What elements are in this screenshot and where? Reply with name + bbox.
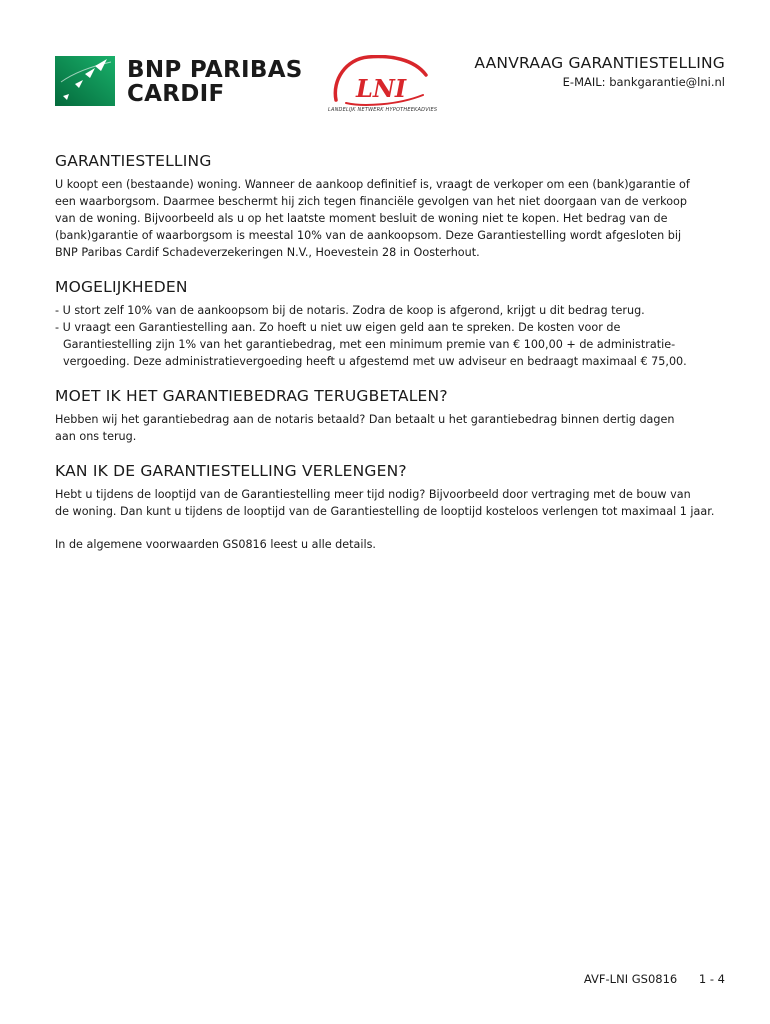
page-number: 1 - 4 <box>698 972 725 986</box>
details-note: In de algemene voorwaarden GS0816 leest u alle details. <box>55 538 376 551</box>
section-terugbetalen <box>55 387 735 445</box>
bnp-paribas-cardif-logo <box>55 56 335 106</box>
lni-logo <box>328 55 443 117</box>
options-list <box>55 302 735 370</box>
lni-tagline: LANDELIJK NETWERK HYPOTHEEKADVIES <box>328 107 438 113</box>
list-item: - U vraagt een Garantiestelling aan. Zo hoeft u niet uw eigen geld aan te spreken. De kosten voor de Garantiestelling zijn 1% van het garantiebedrag, met een minimum premie van € 100,00 + de administratie- vergoeding. Deze administratievergoeding heeft u afgestemd met uw adviseur en bedraagt maximaal € 75,00. <box>55 321 687 368</box>
bnp-logo-text: BNP PARIBAS CARDIF <box>127 57 303 107</box>
section-verlengen <box>55 462 735 553</box>
document-body <box>55 152 735 553</box>
page-footer <box>584 972 725 986</box>
section-heading: MOET IK HET GARANTIEBEDRAG TERUGBETALEN? <box>55 387 448 405</box>
section-heading: MOGELIJKHEDEN <box>55 278 188 296</box>
document-title: AANVRAAG GARANTIESTELLING <box>474 54 725 72</box>
section-heading: KAN IK DE GARANTIESTELLING VERLENGEN? <box>55 462 407 480</box>
section-text: Hebben wij het garantiebedrag aan de notaris betaald? Dan betaalt u het garantiebedrag binnen dertig dagen aan ons terug. <box>55 413 675 443</box>
contact-email: E-MAIL: bankgarantie@lni.nl <box>562 75 725 89</box>
section-mogelijkheden <box>55 278 735 370</box>
lni-swoosh-icon <box>328 55 443 110</box>
form-code: AVF-LNI GS0816 <box>583 972 678 986</box>
section-heading: GARANTIESTELLING <box>55 152 212 170</box>
bnp-stars-icon <box>55 56 115 106</box>
section-text: U koopt een (bestaande) woning. Wanneer de aankoop definitief is, vraagt de verkoper om een (bank)garantie of een waarborgsom. Daarmee beschermt hij zich tegen financiële gevolgen van het niet doorgaan van de verkoop van de woning. Bijvoorbeeld als u op het laatste moment besluit de woning niet te kopen. Het bedrag van de (bank)garantie of waarborgsom is meestal 10% van de aankoopsom. Deze Garantiestelling wordt afgesloten bij BNP Paribas Cardif Schadeverzekeringen N.V., Hoevestein 28 in Oosterhout. <box>55 178 690 259</box>
page-header <box>0 0 770 130</box>
section-text: Hebt u tijdens de looptijd van de Garantiestelling meer tijd nodig? Bijvoorbeeld door vertraging met de bouw van de woning. Dan kunt u tijdens de looptijd van de Garantiestelling de looptijd kosteloos verlengen tot maximaal 1 jaar. <box>55 488 715 518</box>
list-item: - U stort zelf 10% van de aankoopsom bij de notaris. Zodra de koop is afgerond, krijgt u dit bedrag terug. <box>55 304 645 317</box>
section-garantiestelling <box>55 152 735 261</box>
lni-logo-text: LNI <box>356 74 407 103</box>
